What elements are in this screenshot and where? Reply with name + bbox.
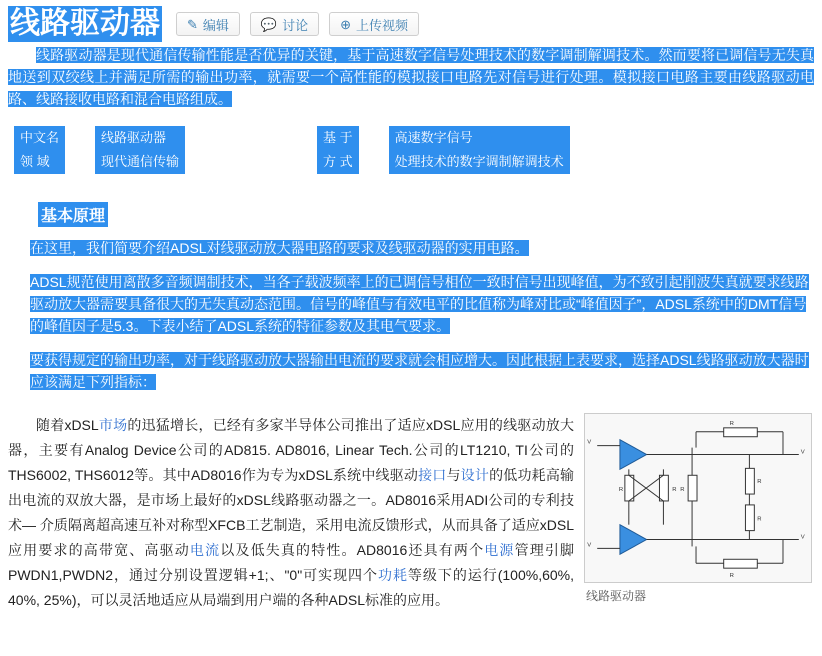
lead-section — [0, 44, 822, 110]
lower-text-2: 的迅猛增长，已经有多家半导体公司推出了适应xDSL应用的线驱动放大器，主要有Analog Device公司的AD815. AD8016, Linear Tech.公司的LT1210, TI公司的THS6002, THS6012等。其中AD8016作为专为xDSL系统中线驱动 — [8, 417, 575, 483]
spacer — [185, 126, 317, 150]
lower-text-6: 的低功耗高输出电流的双放大器，是市场上最好的xDSL线路驱动器之一。AD8016采用ADI公司的专利技术— 介质隔离超高速互补对称型XFCB工艺制造，采用电流反馈形式，从而具备了适应xDSL应用要求的高带宽、高驱动 — [8, 467, 575, 558]
link-market[interactable]: 市场 — [98, 417, 128, 433]
figure-label-rf2: R — [680, 487, 685, 494]
page-title: 线路驱动器 — [10, 7, 160, 40]
section-paragraph-1-text: 在这里，我们简要介绍ADSL对线驱动放大器电路的要求及线驱动器的实用电路。 — [30, 240, 529, 256]
spacer — [359, 150, 389, 174]
infobox-value-3: 现代通信传输 — [95, 150, 185, 174]
link-interface[interactable]: 接口 — [418, 467, 447, 483]
section-paragraph-2-text: ADSL规范使用离散多音频调制技术，当各子载波频率上的已调信号相位一致时信号出现峰值，为不致引起削波失真就要求线路驱动放大器需要具备很大的无失真动态范围。信号的峰值与有效电平的比值称为峰对比或“峰值因子”，ADSL系统中的DMT信号的峰值因子是5.3。下表小结了ADSL系统的特征参数及其电气要求。 — [30, 274, 809, 334]
section-paragraph-1 — [0, 237, 822, 259]
figure-label-vo-minus: V — [800, 534, 805, 541]
infobox-table — [14, 126, 570, 174]
comment-icon: 💬 — [260, 16, 278, 32]
infobox-label-2: 基 于 — [317, 126, 359, 150]
edit-button-label: 编辑 — [202, 17, 229, 33]
figure-label-rg1: R — [672, 487, 677, 494]
basic-principle-section — [0, 184, 822, 393]
lead-paragraph-text: 线路驱动器是现代通信传输性能是否优异的关键，基于高速数字信号处理技术的数字调制解调技术。然而要将已调信号无失真地送到双绞线上并满足所需的输出功率，就需要一个高性能的模拟接口电路先对信号进行处理。模拟接口电路主要由线路驱动电路、线路接收电路和混合电路组成。 — [8, 47, 814, 107]
infobox-value-1: 线路驱动器 — [95, 126, 185, 150]
lower-text-0: 随着xDSL — [36, 417, 99, 433]
link-design[interactable]: 设计 — [460, 467, 490, 483]
table-row — [14, 126, 570, 150]
figure-label-vo-plus: V — [800, 449, 805, 456]
infobox-value-2: 高速数字信号 — [389, 126, 570, 150]
upload-video-button[interactable] — [329, 12, 419, 36]
spacer — [65, 150, 95, 174]
page-header — [0, 0, 822, 44]
lower-section — [0, 405, 822, 613]
infobox-value-4: 处理技术的数字调制解调技术 — [389, 150, 570, 174]
figure-label-rin1: R — [729, 420, 734, 427]
discuss-button-label: 讨论 — [282, 17, 309, 33]
figure-label-rin2: R — [729, 573, 734, 580]
table-row — [14, 150, 570, 174]
figure-caption: 线路驱动器 — [586, 589, 647, 603]
figure-label-rl1: R — [757, 479, 762, 486]
figure-label-rl2: R — [757, 516, 762, 523]
edit-button[interactable] — [176, 12, 240, 36]
lower-paragraph — [8, 413, 574, 613]
infobox-label-3: 领 域 — [14, 150, 65, 174]
discuss-button[interactable] — [250, 12, 319, 36]
lower-text-10: 管理引脚PWDN1,PWDN2，通过分别设置逻辑+1;、"0"可实现四个 — [8, 542, 575, 583]
circuit-diagram-image[interactable] — [584, 413, 812, 583]
upload-video-button-label: 上传视频 — [356, 17, 409, 33]
link-current[interactable]: 电流 — [189, 542, 221, 558]
link-power-consumption[interactable]: 功耗 — [377, 567, 408, 583]
circuit-schematic-svg — [585, 414, 811, 582]
section-paragraph-3-text: 要获得规定的输出功率，对于线路驱动放大器输出电流的要求就会相应增大。因此根据上表要求，选择ADSL线路驱动放大器时应该满足下列指标： — [30, 352, 809, 390]
figure-label-vin-plus: V — [587, 439, 592, 446]
lead-paragraph — [8, 44, 814, 110]
section-paragraph-3 — [0, 349, 822, 393]
plus-circle-icon: ⊕ — [340, 16, 352, 32]
infobox-label-1: 中文名 — [14, 126, 65, 150]
section-paragraph-2 — [0, 271, 822, 337]
pencil-icon: ✎ — [187, 16, 198, 32]
infobox-label-4: 方 式 — [317, 150, 359, 174]
spacer — [359, 126, 389, 150]
section-heading: 基本原理 — [38, 202, 108, 227]
figure-container — [584, 413, 814, 613]
link-power-supply[interactable]: 电源 — [484, 542, 515, 558]
lower-text-8: 以及低失真的特性。AD8016还具有两个 — [220, 542, 485, 558]
lower-text-12: 等级下的运行(100%,60%, 40%, 25%)，可以灵活地适应从局端到用户端的各种ADSL标准的应用。 — [8, 567, 574, 608]
figure-label-rf1: R — [618, 487, 624, 494]
lower-text-4: 与 — [446, 467, 461, 483]
spacer — [65, 126, 95, 150]
spacer — [185, 150, 317, 174]
figure-label-vin-minus: V — [587, 542, 592, 549]
